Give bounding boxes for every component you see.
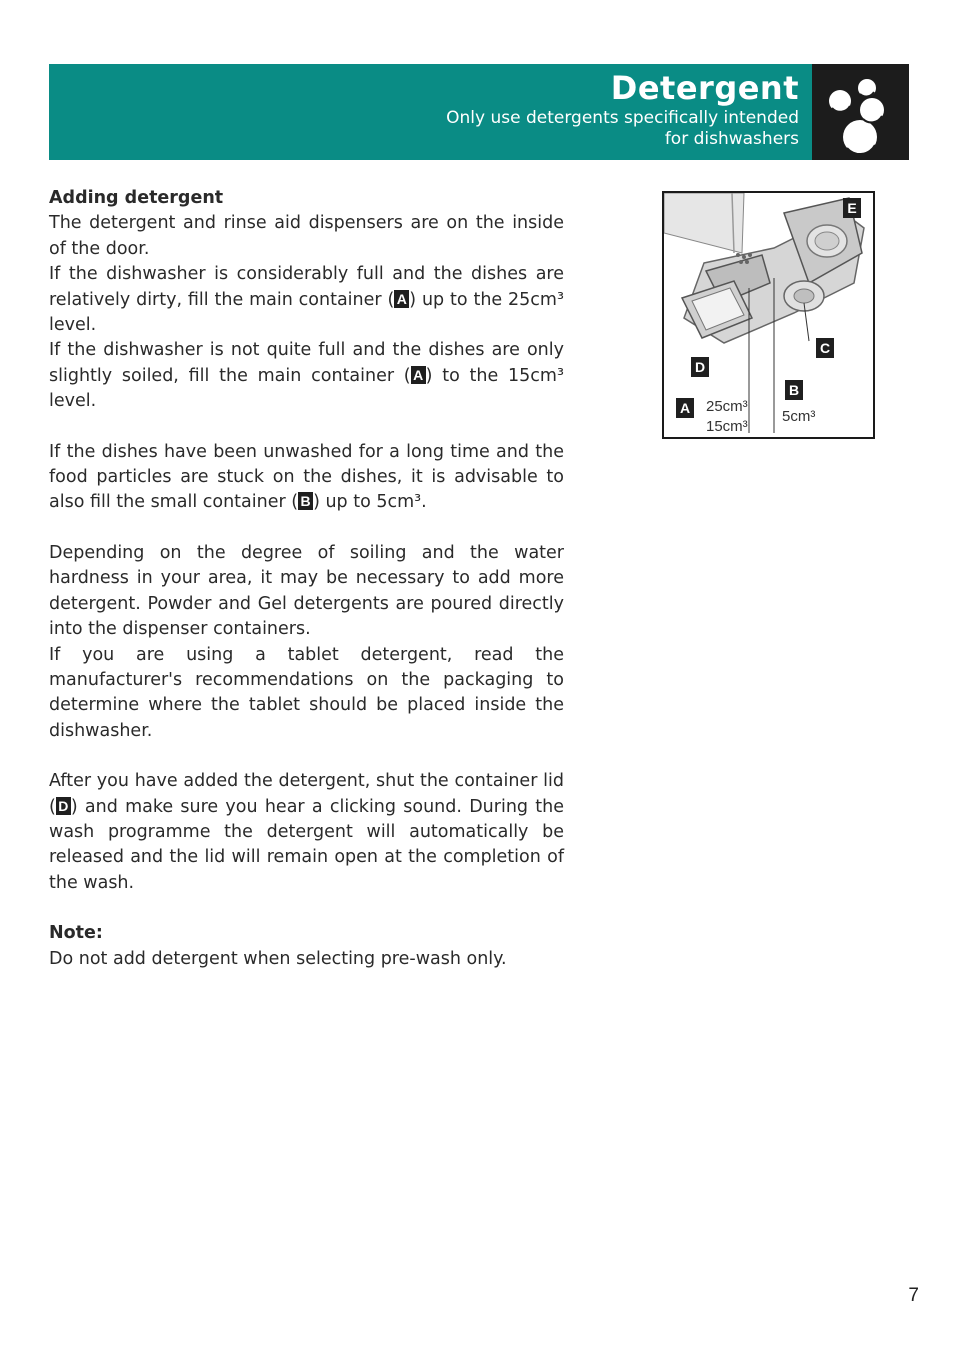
page-header [49, 64, 909, 160]
note-heading: Note: [49, 923, 103, 944]
level-15cm3: 15cm³ [706, 418, 748, 435]
text: ) and make sure you hear a clicking sound. During the wash programme the detergent will automatically be released and the lid will remain open at the completion of the wash. [49, 796, 564, 893]
page-title: Detergent [610, 69, 799, 107]
dishwasher-balls-icon [812, 64, 909, 160]
paragraph-dispensers: The detergent and rinse aid dispensers are on the inside of the door. [49, 213, 564, 259]
paragraph-small-container [49, 440, 564, 516]
dispenser-illustration [664, 193, 873, 437]
text: ) up to 5cm³. [313, 492, 427, 513]
figure-label-d: D [691, 357, 709, 377]
figure-label-a: A [676, 398, 694, 418]
paragraph-full-load [49, 262, 564, 338]
header-text [446, 68, 799, 150]
level-5cm3: 5cm³ [782, 408, 816, 425]
spacer [49, 896, 564, 921]
spacer [49, 516, 564, 541]
page-number: 7 [908, 1285, 919, 1306]
figure-label-e: E [843, 198, 861, 218]
dispenser-figure [662, 191, 875, 439]
main-content [49, 186, 564, 972]
text: If the dishwasher is considerably full and the dishes are relatively dirty, fill the main container ( [49, 264, 564, 310]
paragraph-light-load [49, 338, 564, 414]
text: If the dishes have been unwashed for a long time and the food particles are stuck on the dishes, it is advisable to also fill the small container ( [49, 441, 564, 513]
paragraph-close-lid [49, 769, 564, 896]
figure-label-c: C [816, 338, 834, 358]
text: If the dishwasher is not quite full and the dishes are only slightly soiled, fill the main container ( [49, 340, 564, 386]
text: After you have added the detergent, shut the container lid ( [49, 771, 564, 817]
paragraph-soiling: Depending on the degree of soiling and the water hardness in your area, it may be necessary to add more detergent. Powder and Gel detergents are poured directly into the dispenser containers. [49, 542, 564, 640]
badge-a: A [411, 366, 426, 384]
section-heading: Adding detergent [49, 188, 224, 208]
badge-a: A [394, 290, 409, 308]
badge-b: B [298, 492, 313, 510]
page-subtitle-line2: for dishwashers [664, 129, 799, 149]
spacer [49, 744, 564, 769]
page-subtitle-line1: Only use detergents specifically intended [446, 108, 799, 128]
spacer [49, 415, 564, 440]
text: ) up to the 25cm³ level. [49, 289, 564, 336]
text: ) to the 15cm³ level. [49, 365, 564, 412]
paragraph-tablet: If you are using a tablet detergent, read the manufacturer's recommendations on the packaging to determine where the tablet should be placed inside the dishwasher. [49, 644, 564, 741]
note-text: Do not add detergent when selecting pre-wash only. [49, 948, 507, 969]
level-25cm3: 25cm³ [706, 398, 748, 415]
badge-d: D [56, 797, 71, 815]
figure-label-b: B [785, 380, 803, 400]
